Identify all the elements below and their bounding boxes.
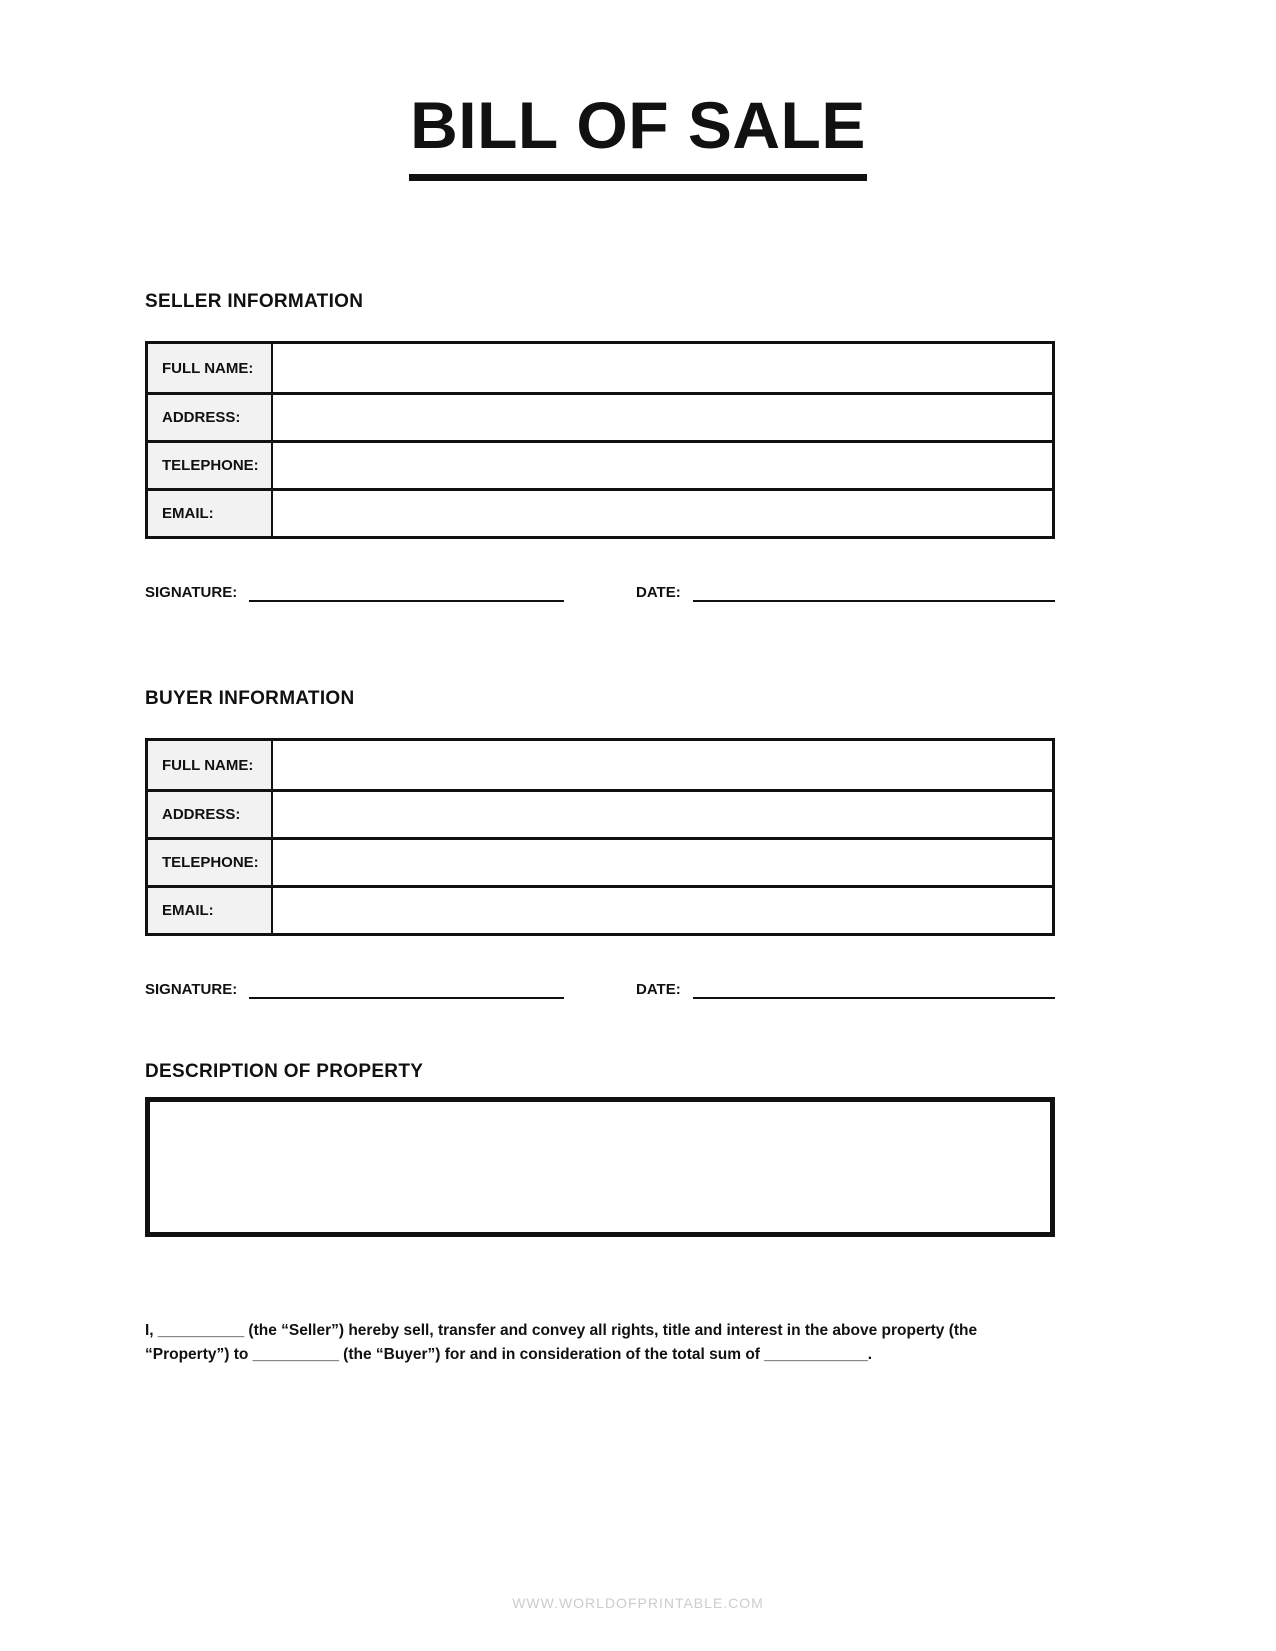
statement-paragraph: I, __________ (the “Seller”) hereby sell, transfer and convey all rights, title and interest in the above property (the “Property”) to __________ (the “Buyer”) for and in consideration of the total sum of ____________. — [145, 1322, 978, 1364]
table-row — [148, 789, 1052, 837]
table-row — [148, 392, 1052, 440]
seller-info-table — [145, 341, 1055, 539]
title-underline — [409, 174, 867, 181]
date-label: DATE: — [636, 584, 681, 601]
buyer-section-heading: BUYER INFORMATION — [145, 688, 355, 709]
table-row — [148, 344, 1052, 392]
table-row — [148, 741, 1052, 789]
table-row — [148, 440, 1052, 488]
seller-signature-line[interactable] — [249, 588, 564, 602]
field-label: ADDRESS: — [148, 395, 273, 440]
seller-signature-row — [145, 585, 1055, 602]
table-row — [148, 885, 1052, 933]
title-block — [0, 88, 1276, 181]
buyer-info-table — [145, 738, 1055, 936]
seller-telephone-input[interactable] — [273, 443, 1052, 488]
buyer-date-field — [636, 982, 1055, 999]
buyer-email-input[interactable] — [273, 888, 1052, 933]
seller-signature-field — [145, 585, 564, 602]
page-title: BILL OF SALE — [410, 88, 866, 162]
seller-date-field — [636, 585, 1055, 602]
field-label: FULL NAME: — [148, 344, 273, 392]
field-label: TELEPHONE: — [148, 443, 273, 488]
property-section-heading: DESCRIPTION OF PROPERTY — [145, 1061, 424, 1082]
field-label: ADDRESS: — [148, 792, 273, 837]
buyer-full-name-input[interactable] — [273, 741, 1052, 789]
buyer-signature-field — [145, 982, 564, 999]
field-label: TELEPHONE: — [148, 840, 273, 885]
field-label: EMAIL: — [148, 888, 273, 933]
seller-email-input[interactable] — [273, 491, 1052, 536]
page-content — [0, 291, 1276, 1367]
field-label: FULL NAME: — [148, 741, 273, 789]
seller-section-heading: SELLER INFORMATION — [145, 291, 364, 312]
signature-label: SIGNATURE: — [145, 584, 238, 601]
buyer-address-input[interactable] — [273, 792, 1052, 837]
table-row — [148, 837, 1052, 885]
buyer-date-line[interactable] — [693, 985, 1055, 999]
seller-date-line[interactable] — [693, 588, 1055, 602]
table-row — [148, 488, 1052, 536]
buyer-telephone-input[interactable] — [273, 840, 1052, 885]
seller-address-input[interactable] — [273, 395, 1052, 440]
footer-url: WWW.WORLDOFPRINTABLE.COM — [512, 1595, 764, 1611]
signature-label: SIGNATURE: — [145, 981, 238, 998]
property-description-box[interactable] — [145, 1097, 1055, 1237]
buyer-signature-row — [145, 982, 1055, 999]
date-label: DATE: — [636, 981, 681, 998]
field-label: EMAIL: — [148, 491, 273, 536]
buyer-signature-line[interactable] — [249, 985, 564, 999]
seller-full-name-input[interactable] — [273, 344, 1052, 392]
